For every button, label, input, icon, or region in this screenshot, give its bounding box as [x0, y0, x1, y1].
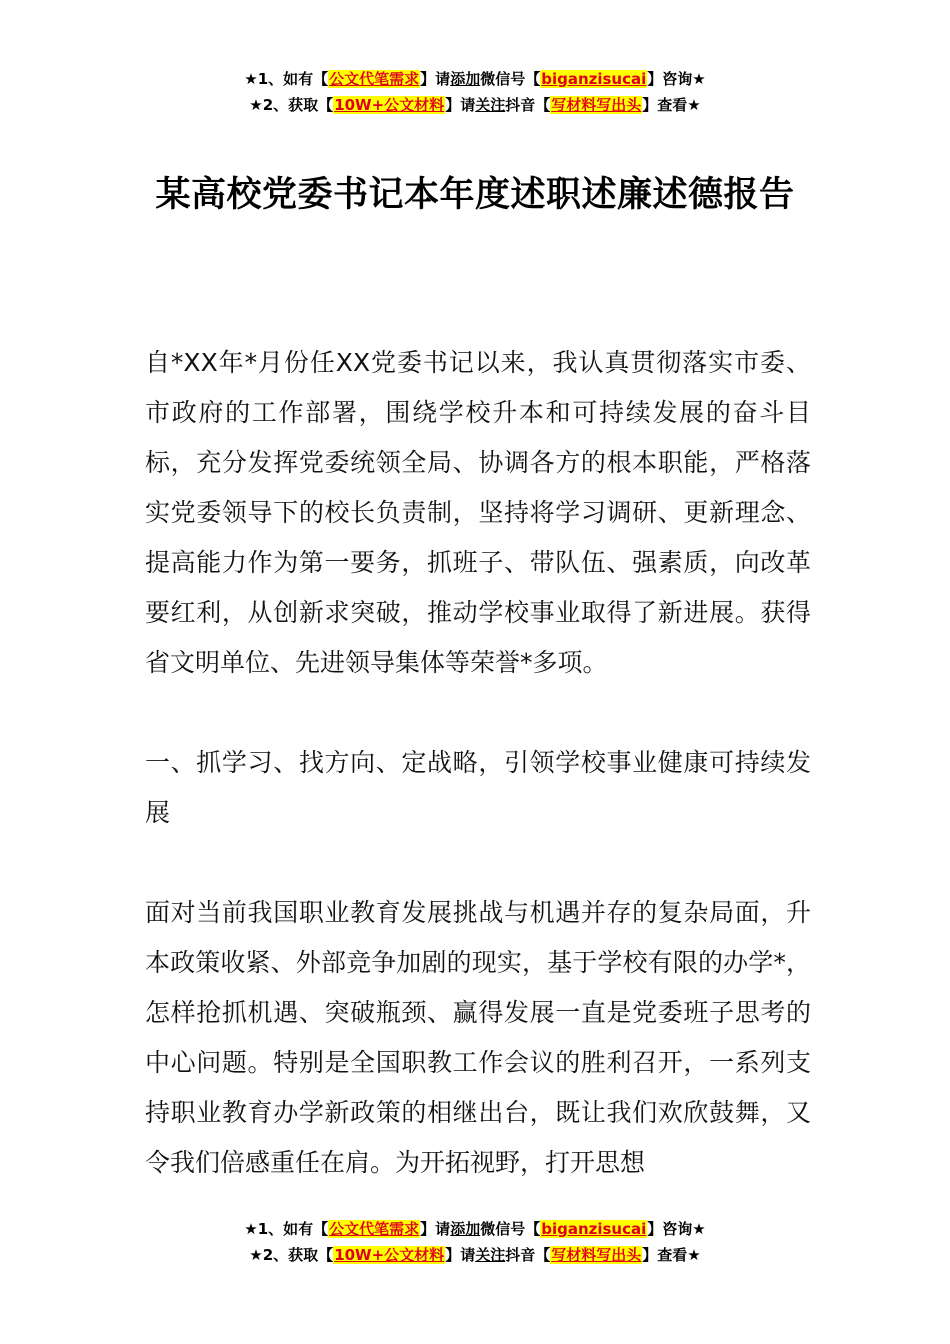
promo-highlight: 公文代笔需求 [329, 70, 420, 88]
promo-highlight: 10W+公文材料 [334, 1246, 445, 1264]
promo-footer [0, 1216, 950, 1268]
promo-douyin-id: 写材料写出头 [551, 1246, 642, 1264]
section-heading: 一、抓学习、找方向、定战略，引领学校事业健康可持续发展 [145, 748, 811, 827]
promo-underlined: 添加 [450, 1220, 481, 1238]
promo-text: 】请 [445, 96, 476, 114]
promo-text: 抖音【 [505, 1246, 551, 1264]
promo-underlined: 关注 [475, 1246, 506, 1264]
promo-text: ★2、获取【 [249, 1246, 334, 1264]
promo-underlined: 添加 [450, 70, 481, 88]
promo-line-1 [0, 66, 950, 92]
body-paragraph: 面对当前我国职业教育发展挑战与机遇并存的复杂局面，升本政策收紧、外部竞争加剧的现实，基于学校有限的办学*，怎样抢抓机遇、突破瓶颈、赢得发展一直是党委班子思考的中心问题。特别是全国职教工作会议的胜利召开，一系列支持职业教育办学新政策的相继出台，既让我们欢欣鼓舞，又令我们倍感重任在肩。为开拓视野，打开思想 [145, 898, 811, 1177]
promo-text: 抖音【 [505, 96, 551, 114]
promo-text: 】请 [420, 70, 451, 88]
promo-line-2 [0, 92, 950, 118]
body-paragraph: 自*XX年*月份任XX党委书记以来，我认真贯彻落实市委、市政府的工作部署，围绕学校升本和可持续发展的奋斗目标，充分发挥党委统领全局、协调各方的根本职能，严格落实党委领导下的校长负责制，坚持将学习调研、更新理念、提高能力作为第一要务，抓班子、带队伍、强素质，向改革要红利，从创新求突破，推动学校事业取得了新进展。获得省文明单位、先进领导集体等荣誉*多项。 [145, 348, 811, 677]
promo-text: 】请 [445, 1246, 476, 1264]
promo-wechat-id: biganzisucai [541, 70, 647, 88]
promo-text: 】查看★ [642, 96, 701, 114]
promo-text: 微信号【 [480, 70, 541, 88]
promo-text: 】咨询★ [647, 1220, 706, 1238]
promo-text: 】查看★ [642, 1246, 701, 1264]
promo-line-2 [0, 1242, 950, 1268]
promo-highlight: 公文代笔需求 [329, 1220, 420, 1238]
promo-text: 】请 [420, 1220, 451, 1238]
promo-text: ★1、如有【 [244, 1220, 329, 1238]
promo-line-1 [0, 1216, 950, 1242]
promo-text: ★2、获取【 [249, 96, 334, 114]
document-title: 某高校党委书记本年度述职述廉述德报告 [155, 175, 795, 216]
promo-header [0, 66, 950, 118]
promo-text: 微信号【 [480, 1220, 541, 1238]
promo-douyin-id: 写材料写出头 [551, 96, 642, 114]
promo-wechat-id: biganzisucai [541, 1220, 647, 1238]
promo-text: ★1、如有【 [244, 70, 329, 88]
promo-text: 】咨询★ [647, 70, 706, 88]
promo-underlined: 关注 [475, 96, 506, 114]
promo-highlight: 10W+公文材料 [334, 96, 445, 114]
